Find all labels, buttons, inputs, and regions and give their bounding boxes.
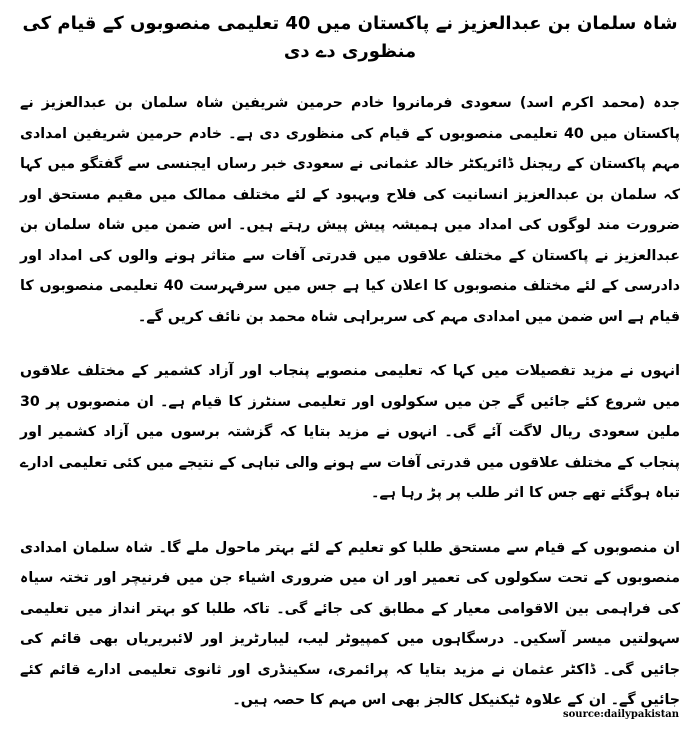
headline: شاہ سلمان بن عبدالعزیز نے پاکستان میں 40 تعلیمی منصوبوں کے قیام کی منظوری دے دی [22, 13, 678, 62]
paragraph-1: جدہ (محمد اکرم اسد) سعودی فرمانروا خادم حرمین شریفین شاہ سلمان بن عبدالعزیز نے پاکستان میں 40 تعلیمی منصوبوں کے قیام کی منظوری دی ہے۔ خادم حرمین شریفین امدادی مہم پاکستان کے ریجنل ڈائریکٹر خالد عثمانی نے سعودی خبر رساں ایجنسی سے گفتگو میں کہا کہ سلمان بن عبدالعزیز انسانیت کی فلاح وبہبود کے لئے مختلف ممالک میں مقیم مستحق اور ضرورت مند لوگوں کی امداد میں ہمیشہ پیش پیش رہتے ہیں۔ اس ضمن میں شاہ سلمان بن عبدالعزیز نے پاکستان کے مختلف علاقوں میں قدرتی آفات سے متاثر ہونے والوں کی امداد اور دادرسی کے لئے مختلف منصوبوں کا اعلان کیا ہے جس میں سرفہرست 40 تعلیمی منصوبوں کا قیام ہے اس ضمن میں امدادی مہم کی سربراہی شاہ محمد بن نائف کریں گے۔ [20, 95, 681, 325]
article [20, 10, 680, 740]
source-credit: source:dailypakistan [563, 709, 680, 720]
paragraph-2: انہوں نے مزید تفصیلات میں کہا کہ تعلیمی منصوبے پنجاب اور آزاد کشمیر کے مختلف علاقوں میں شروع کئے جائیں گے جن میں سکولوں اور تعلیمی سنٹرز کا قیام ہے۔ ان منصوبوں پر 30 ملین سعودی ریال لاگت آئے گی۔ انہوں نے مزید بتایا کہ گزشتہ برسوں میں آزاد کشمیر اور پنجاب کے مختلف علاقوں میں قدرتی آفات سے ہونے والی تباہی کے نتیجے میں کئی تعلیمی ادارے تباہ ہوگئے تھے جس کا اثر طلب پر پڑ رہا ہے۔ [20, 363, 680, 501]
paragraph-3: ان منصوبوں کے قیام سے مستحق طلبا کو تعلیم کے لئے بہتر ماحول ملے گا۔ شاہ سلمان امدادی منصوبوں کے تحت سکولوں کی تعمیر اور ان میں ضروری اشیاء جن میں فرنیچر اور تختہ سیاہ کی فراہمی بین الاقوامی معیار کے مطابق کی جائے گی۔ تاکہ طلبا کو بہتر انداز میں تعلیمی سہولتیں میسر آسکیں۔ درسگاہوں میں کمپیوٹر لیب، لیبارٹریز اور لائبریریاں بھی قائم کی جائیں گی۔ ڈاکٹر عثمان نے مزید بتایا کہ پرائمری، سکینڈری اور ثانوی تعلیمی ادارے قائم کئے جائیں گے۔ ان کے علاوہ ٹیکنیکل کالجز بھی اس مہم کا حصہ ہیں۔ [20, 539, 680, 708]
